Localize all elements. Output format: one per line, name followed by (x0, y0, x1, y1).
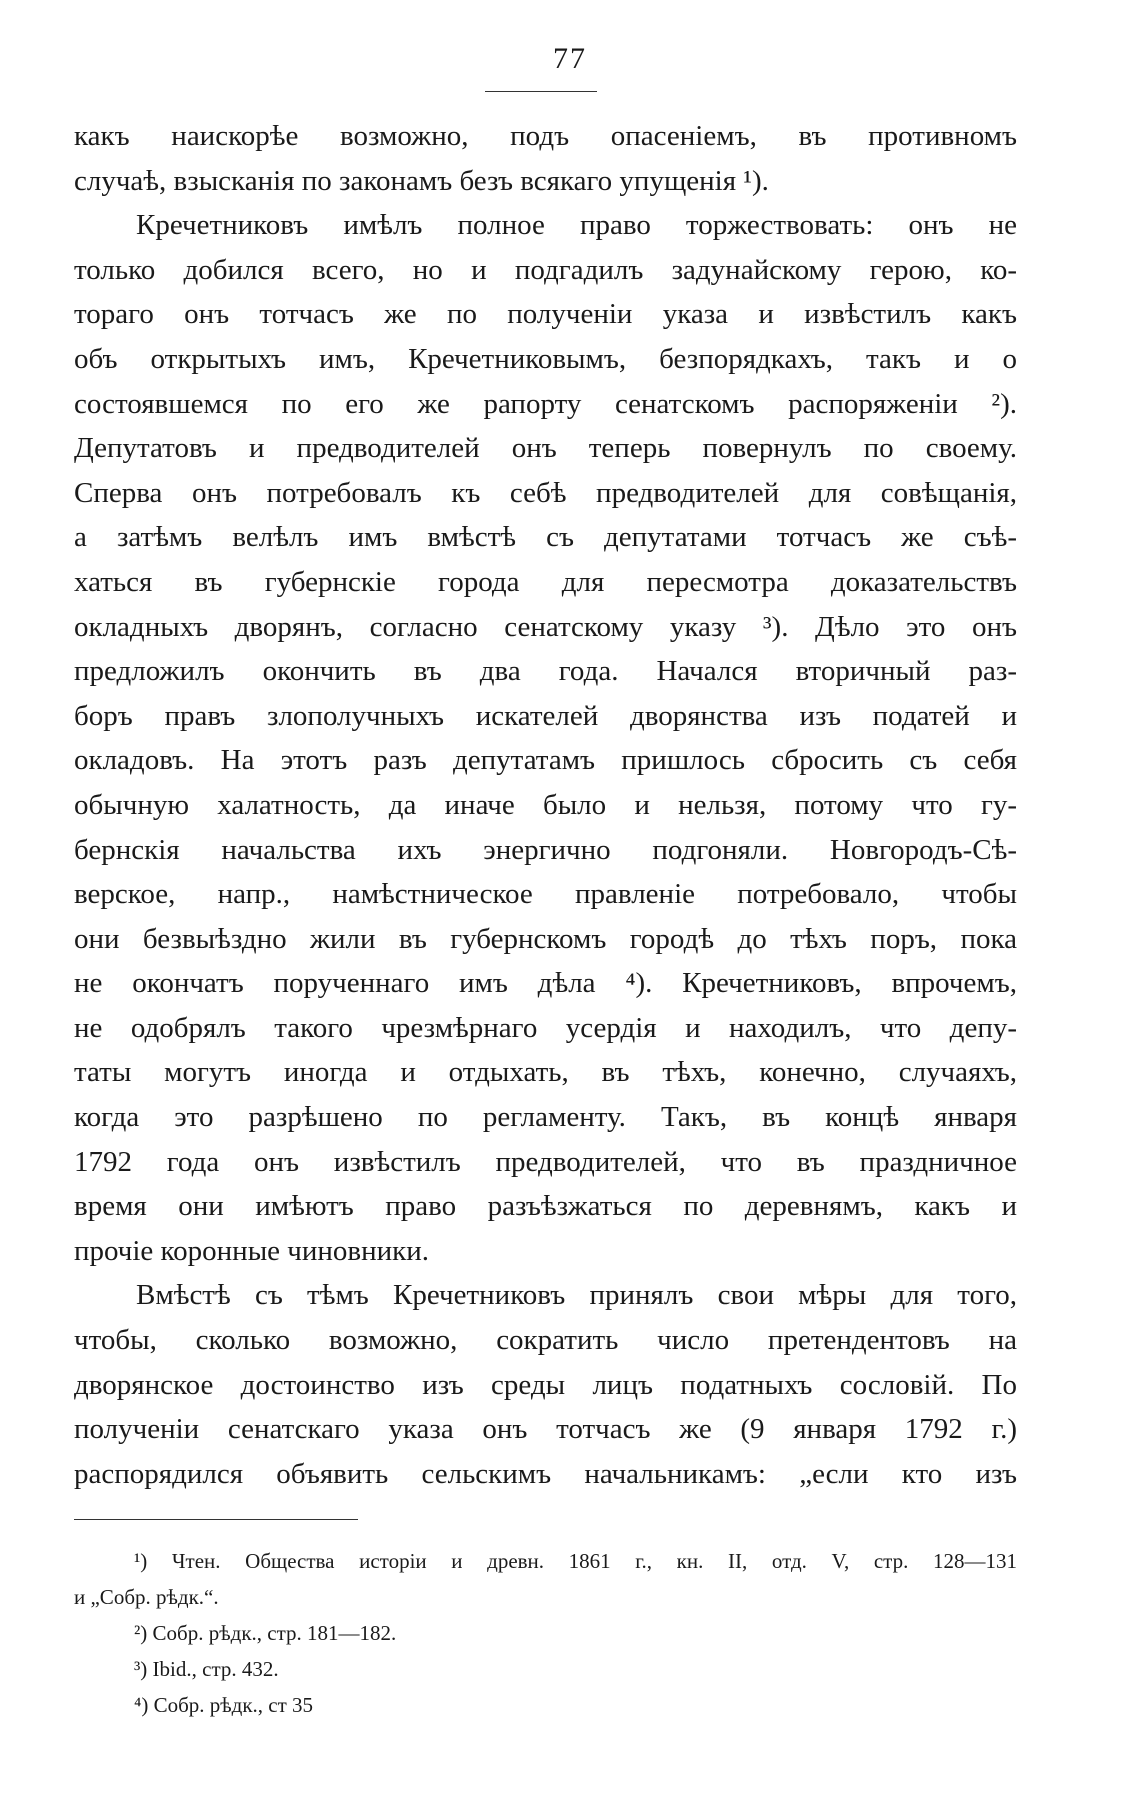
text-line: прочіе коронные чиновники. (74, 1234, 430, 1267)
text-line: Кречетниковъ имѣлъ полное право торжествовать: онъ не (136, 209, 1017, 242)
page-number-rule (485, 91, 597, 92)
text-line: полученіи сенатскаго указа онъ тотчасъ же (9 января 1792 г.) (74, 1413, 1017, 1446)
text-line: какъ наискорѣе возможно, подъ опасеніемъ, въ противномъ (74, 120, 1017, 152)
footnote-line: ²) Собр. рѣдк., стр. 181—182. (134, 1621, 397, 1645)
text-line: 1792 года онъ извѣстилъ предводителей, что въ праздничное (74, 1145, 1017, 1178)
footnote-line: ¹) Чтен. Общества исторіи и древн. 1861 г., кн. II, отд. V, стр. 128—131 (134, 1549, 1017, 1573)
footnote-line: и „Собр. рѣдк.“. (74, 1585, 219, 1609)
text-line: состоявшемся по его же рапорту сенатскомъ распоряженіи ²). (74, 387, 1017, 420)
text-line: окладовъ. На этотъ разъ депутатамъ пришлось сбросить съ себя (74, 744, 1017, 777)
footnote-separator (74, 1519, 358, 1520)
text-line: дворянское достоинство изъ среды лицъ податныхъ сословій. По (74, 1368, 1017, 1401)
text-line: Депутатовъ и предводителей онъ теперь повернулъ по своему. (74, 432, 1017, 465)
text-line: тораго онъ тотчасъ же по полученіи указа и извѣстилъ какъ (74, 298, 1017, 331)
body-text (74, 114, 1017, 1496)
text-line: предложилъ окончить въ два года. Начался вторичный раз- (74, 655, 1017, 688)
text-line: окладныхъ дворянъ, согласно сенатскому указу ³). Дѣло это онъ (74, 610, 1017, 643)
footnote-line: ³) Ibid., стр. 432. (134, 1657, 279, 1681)
text-line: Вмѣстѣ съ тѣмъ Кречетниковъ принялъ свои мѣры для того, (136, 1279, 1017, 1312)
text-line: только добился всего, но и подгадилъ задунайскому герою, ко- (74, 253, 1017, 286)
text-line: таты могутъ иногда и отдыхать, въ тѣхъ, конечно, случаяхъ, (74, 1056, 1017, 1089)
text-line: когда это разрѣшено по регламенту. Такъ, въ концѣ января (74, 1101, 1017, 1134)
text-line: а затѣмъ велѣлъ имъ вмѣстѣ съ депутатами тотчасъ же съѣ- (74, 521, 1017, 554)
page-number: 77 (553, 42, 587, 75)
text-line: не одобрялъ такого чрезмѣрнаго усердія и находилъ, что депу- (74, 1011, 1017, 1044)
text-line: обычную халатность, да иначе было и нельзя, потому что гу- (74, 788, 1017, 821)
text-line: не окончатъ порученнаго имъ дѣла ⁴). Кречетниковъ, впрочемъ, (74, 967, 1017, 1000)
text-line: они безвыѣздно жили въ губернскомъ городѣ до тѣхъ поръ, пока (74, 922, 1017, 955)
footnotes (74, 1543, 1017, 1723)
text-line: верское, напр., намѣстническое правленіе потребовало, чтобы (74, 878, 1017, 911)
text-line: случаѣ, взысканія по законамъ безъ всякаго упущенія ¹). (74, 164, 769, 197)
text-line: чтобы, сколько возможно, сократить число претендентовъ на (74, 1324, 1017, 1357)
text-line: хаться въ губернскіе города для пересмотра доказательствъ (74, 565, 1017, 598)
text-line: Сперва онъ потребовалъ къ себѣ предводителей для совѣщанія, (74, 476, 1017, 509)
text-line: объ открытыхъ имъ, Кречетниковымъ, безпорядкахъ, такъ и о (74, 342, 1017, 375)
text-line: время они имѣютъ право разъѣзжаться по деревнямъ, какъ и (74, 1190, 1017, 1223)
footnote-line: ⁴) Собр. рѣдк., ст 35 (134, 1693, 314, 1717)
text-line: бернскія начальства ихъ энергично подгоняли. Новгородъ-Сѣ- (74, 833, 1017, 866)
text-line: распорядился объявить сельскимъ начальникамъ: „если кто изъ (74, 1457, 1017, 1490)
text-line: боръ правъ злополучныхъ искателей дворянства изъ податей и (74, 699, 1017, 732)
